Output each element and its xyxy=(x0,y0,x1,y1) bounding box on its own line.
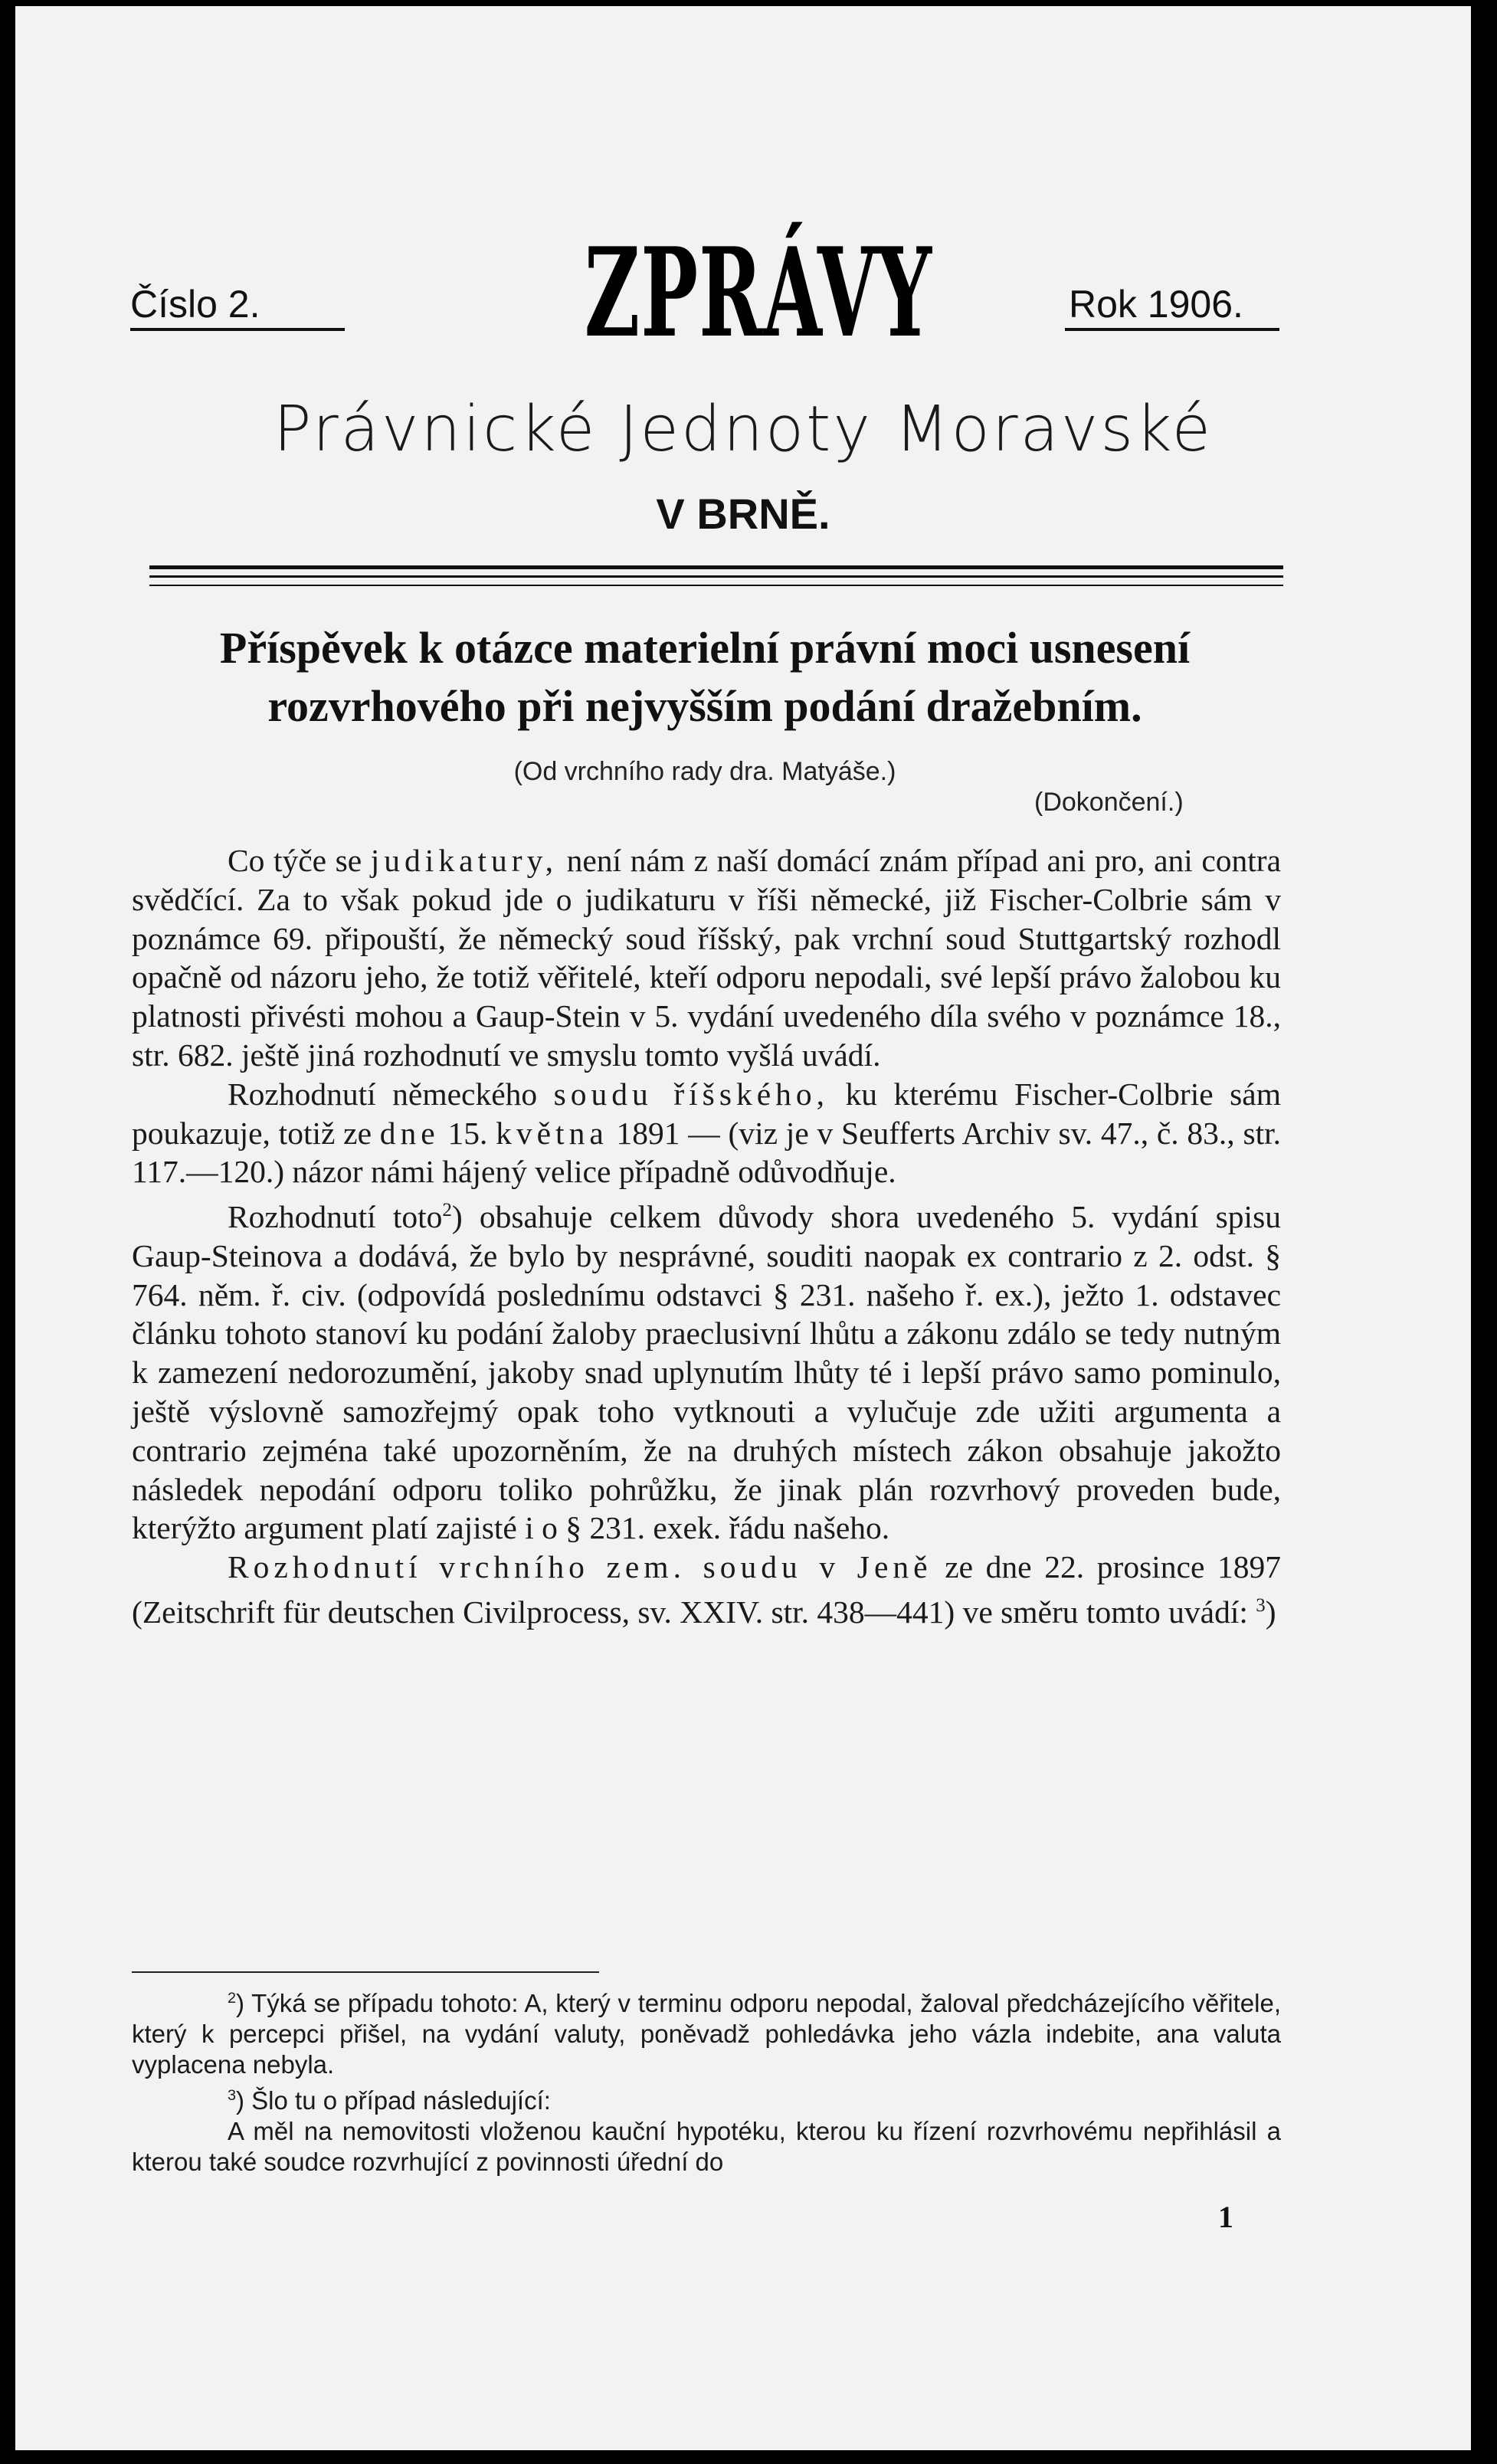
article-title-line-1: Příspěvek k otázce materielní právní moci usnesení xyxy=(219,623,1191,673)
paragraph-1 xyxy=(132,841,1281,1075)
header-rule-thin xyxy=(149,585,1283,586)
footnote-2 xyxy=(132,1983,1281,2080)
paragraph-2-date-num: 15. xyxy=(447,1115,488,1151)
paragraph-1-lead: Co týče se xyxy=(228,843,362,878)
paragraph-4 xyxy=(132,1548,1281,1631)
year-underline xyxy=(1065,328,1279,331)
paragraph-4-close: ) xyxy=(1265,1594,1276,1630)
paragraph-4-text: ze dne 22. prosince 1897 (Zeitschrift für deutschen Civilprocess, sv. XXIV. str. 438—441) ve směru tomto uvádí: xyxy=(132,1549,1282,1630)
footnotes xyxy=(132,1983,1281,2177)
article-title xyxy=(130,619,1279,736)
header-rule-middle xyxy=(149,575,1283,578)
paragraph-4-spaced: Rozhodnutí vrchního zem. soudu v Jeně xyxy=(228,1549,932,1585)
article-title-line-2: rozvrhového při nejvyšším podání dražebním. xyxy=(267,681,1142,731)
paragraph-2-date-day: dne xyxy=(379,1115,440,1151)
paragraph-1-text: není nám z naší domácí znám případ ani pro, ani contra svědčící. Za to však pokud jde o judikaturu v říši německé, již Fischer-Colbrie sám v poznámce 69. připouští, že německý soud říšský, pak vrchní soud Stuttgartský rozhodl opačně od názoru jeho, že totiž věřitelé, kteří odporu nepodali, své lepší právo žalobou ku platnosti přivésti mohou a Gaup-Stein v 5. vydání uvedeného díla svého v poznámce 18., str. 682. ještě jiná rozhodnutí ve smyslu tomto vyšlá uvádí. xyxy=(132,843,1282,1073)
publication-year: Rok 1906. xyxy=(1069,283,1243,326)
paragraph-2-spaced: soudu říšského, xyxy=(553,1076,830,1112)
footnote-separator xyxy=(132,1971,599,1973)
paragraph-3-lead: Rozhodnutí toto xyxy=(228,1199,443,1234)
footnote-3 xyxy=(132,2080,1281,2116)
footnote-3-continuation: A měl na nemovitosti vloženou kauční hypotéku, kterou ku řízení rozvrhovému nepřihlásil a kterou také soudce rozvrhující z povinnosti úřední do xyxy=(132,2117,1281,2176)
article-byline: (Od vrchního rady dra. Matyáše.) xyxy=(513,757,896,786)
footnote-3-mark: 3 xyxy=(228,2087,237,2104)
paragraph-2 xyxy=(132,1075,1281,1191)
paragraph-1-spaced: judikatury, xyxy=(370,843,559,878)
header-rule-thick xyxy=(149,565,1283,569)
paragraph-2-lead: Rozhodnutí německého xyxy=(228,1076,538,1112)
issue-underline xyxy=(130,328,345,331)
article-body xyxy=(132,841,1281,1632)
masthead-row xyxy=(15,221,1471,374)
issue-number: Číslo 2. xyxy=(130,283,260,326)
footnote-ref-2[interactable]: 2 xyxy=(442,1200,452,1221)
footnote-ref-3[interactable]: 3 xyxy=(1256,1594,1266,1616)
masthead-title: ZPRÁVY xyxy=(584,221,933,365)
page-number: 1 xyxy=(1218,2200,1233,2234)
document-page xyxy=(15,6,1471,2450)
footnote-3-text: ) Šlo tu o případ následující: xyxy=(236,2086,551,2115)
paragraph-3-text: ) obsahuje celkem důvody shora uvedeného 5. vydání spisu Gaup-Steinova a dodává, že bylo by nesprávné, souditi naopak ex contrario z 2. odst. § 764. něm. ř. civ. (odpovídá poslednímu odstavci § 231. našeho ř. ex.), ježto 1. odstavec článku tohoto stanoví ku podání žaloby praeclusivní lhůtu a zákonu zdálo se tedy nutným k zamezení nedorozumění, jakoby snad uplynutím lhůty té i lepší právo samo pominulo, ještě výslovně samozřejmý opak toho vytknouti a vylučuje zde užiti argumenta a contrario zejména také upozorněním, že na druhých místech zákon obsahuje jakožto následek nepodání odporu toliko pohrůžku, že jinak plán rozvrhový proveden bude, kterýžto argument platí zajisté i o § 231. exek. řádu našeho. xyxy=(132,1199,1281,1546)
footnote-2-text: ) Týká se případu tohoto: A, který v terminu odporu nepodal, žaloval předcházejícího věřitele, který k percepci přišel, na vydání valuty, poněvadž pohledávka jeho vázla indebite, ana valuta vyplacena nebyla. xyxy=(132,1989,1281,2079)
masthead-subtitle: Právnické Jednoty Moravské xyxy=(273,393,1214,466)
paragraph-2-date-month: května xyxy=(496,1115,608,1151)
paragraph-2-text: ku kterému Fischer-Colbrie sám poukazuje, totiž ze xyxy=(132,1076,1282,1151)
masthead-city: V BRNĚ. xyxy=(656,490,830,538)
paragraph-2-text-end: 1891 — (viz je v Seufferts Archiv sv. 47., č. 83., str. 117.—120.) názor námi hájený velice případně odůvodňuje. xyxy=(132,1115,1282,1190)
continuation-note: (Dokončení.) xyxy=(1034,788,1184,817)
footnote-2-mark: 2 xyxy=(228,1990,237,2007)
paragraph-3 xyxy=(132,1191,1281,1548)
